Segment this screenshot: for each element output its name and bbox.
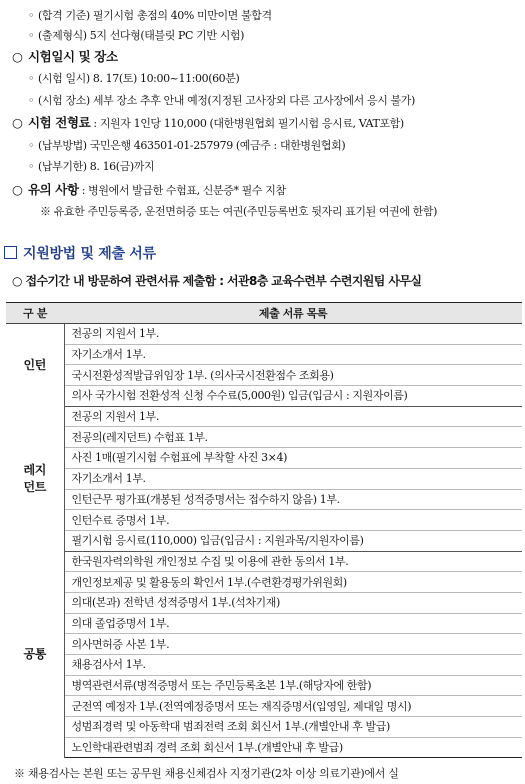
document-item: 의대(본과) 전학년 성적증명서 1부.(석차기재) (64, 592, 522, 613)
document-item: 한국원자력의학원 개인정보 수집 및 이용에 관한 동의서 1부. (64, 551, 522, 572)
table-row (6, 592, 522, 613)
document-item: 전공의(레지던트) 수험표 1부. (64, 427, 522, 448)
document-item: 의사면허증 사본 1부. (64, 634, 522, 655)
document-item: 인턴근무 평가표(개봉된 성적증명서는 접수하지 않음) 1부. (64, 489, 522, 510)
table-row (6, 634, 522, 655)
header-category: 구 분 (6, 303, 64, 324)
header-docs: 제출 서류 목록 (64, 303, 522, 324)
document-item: 병역관련서류(병적증명서 또는 주민등록초본 1부.(해당자에 한함) (64, 675, 522, 696)
document-item: 의대 졸업증명서 1부. (64, 613, 522, 634)
document-item: 전공의 지원서 1부. (64, 324, 522, 345)
document-item: 자기소개서 1부. (64, 468, 522, 489)
table-row (6, 489, 522, 510)
table-row (6, 406, 522, 427)
schedule-venue: ◦ (시험 장소) 세부 장소 추후 안내 예정(지정된 고사장외 다른 고사장에서 응시 불가) (28, 94, 415, 107)
table-row (6, 613, 522, 634)
table-row (6, 530, 522, 551)
table-row (6, 696, 522, 717)
table-row (6, 386, 522, 407)
document-item: 필기시험 응시료(110,000) 입금(입금시 : 지원과목/지원자이름) (64, 530, 522, 551)
document-item: 의사 국가시험 전환성적 신청 수수료(5,000원) 입금(입금시 : 지원자이름) (64, 386, 522, 407)
caution-note: ※ 유효한 주민등록증, 운전면허증 또는 여권(주민등록번호 뒷자리 표기된 여권에 한함) (40, 205, 438, 218)
table-row (6, 717, 522, 738)
document-item: 인턴수료 증명서 1부. (64, 510, 522, 531)
documents-table (6, 302, 522, 758)
document-item: 군전역 예정자 1부.(전역예정증명서 또는 재직증명서(입영일, 제대일 명시) (64, 696, 522, 717)
caution-heading: ○ 유의 사항 : 병원에서 발급한 수험표, 신분증* 필수 지참 (12, 182, 286, 197)
square-icon (4, 246, 17, 259)
table-header-row (6, 303, 522, 324)
category-cell: 인턴 (6, 324, 64, 407)
document-item: 성범죄경력 및 아동학대 범죄전력 조회 회신서 1부.(개별안내 후 발급) (64, 717, 522, 738)
section-title: 지원방법 및 제출 서류 (4, 243, 156, 263)
table-row (6, 572, 522, 593)
document-item: 노인학대관련범죄 경력 조회 회신서 1부.(개별안내 후 발급) (64, 737, 522, 758)
category-cell: 공통 (6, 551, 64, 758)
exam-pass-line: ◦ (합격 기준) 필기시험 총점의 40% 미만이면 불합격 (28, 9, 272, 22)
schedule-heading: ○ 시험일시 및 장소 (12, 49, 118, 64)
fee-deadline: ◦ (납부기한) 8. 16(금)까지 (28, 160, 155, 173)
fee-method: ◦ (납부방법) 국민은행 463501-01-257979 (예금주 : 대한병원협회) (28, 139, 346, 152)
table-row (6, 448, 522, 469)
document-item: 사진 1매(필기시험 수험표에 부착할 사진 3×4) (64, 448, 522, 469)
table-row (6, 655, 522, 676)
table-row (6, 324, 522, 345)
table-row (6, 510, 522, 531)
table-row (6, 427, 522, 448)
exam-format: ◦ (출제형식) 5지 선다형(태블릿 PC 기반 시험) (28, 29, 245, 42)
document-item: 전공의 지원서 1부. (64, 406, 522, 427)
footer-note: ※ 채용검사는 본원 또는 공무원 채용신체검사 지정기관(2차 이상 의료기관)에서 실 (14, 767, 399, 780)
category-cell: 레지 던트 (6, 406, 64, 551)
document-item: 자기소개서 1부. (64, 344, 522, 365)
table-row (6, 468, 522, 489)
table-row (6, 551, 522, 572)
table-row (6, 737, 522, 758)
receipt-instruction: ○ 접수기간 내 방문하여 관련서류 제출함 : 서관8층 교육수련부 수련지원팀 사무실 (12, 274, 422, 288)
schedule-date: ◦ (시험 일시) 8. 17(토) 10:00~11:00(60분) (28, 72, 240, 85)
table-row (6, 675, 522, 696)
document-item: 개인정보제공 및 활용동의 확인서 1부.(수련환경평가위원회) (64, 572, 522, 593)
table-row (6, 344, 522, 365)
fee-heading: ○ 시험 전형료 : 지원자 1인당 110,000 (대한병원협회 필기시험 응시료, VAT포함) (12, 115, 404, 130)
table-row (6, 365, 522, 386)
document-item: 국시전환성적발급위임장 1부. (의사국시전환점수 조회용) (64, 365, 522, 386)
document-item: 채용검사서 1부. (64, 655, 522, 676)
